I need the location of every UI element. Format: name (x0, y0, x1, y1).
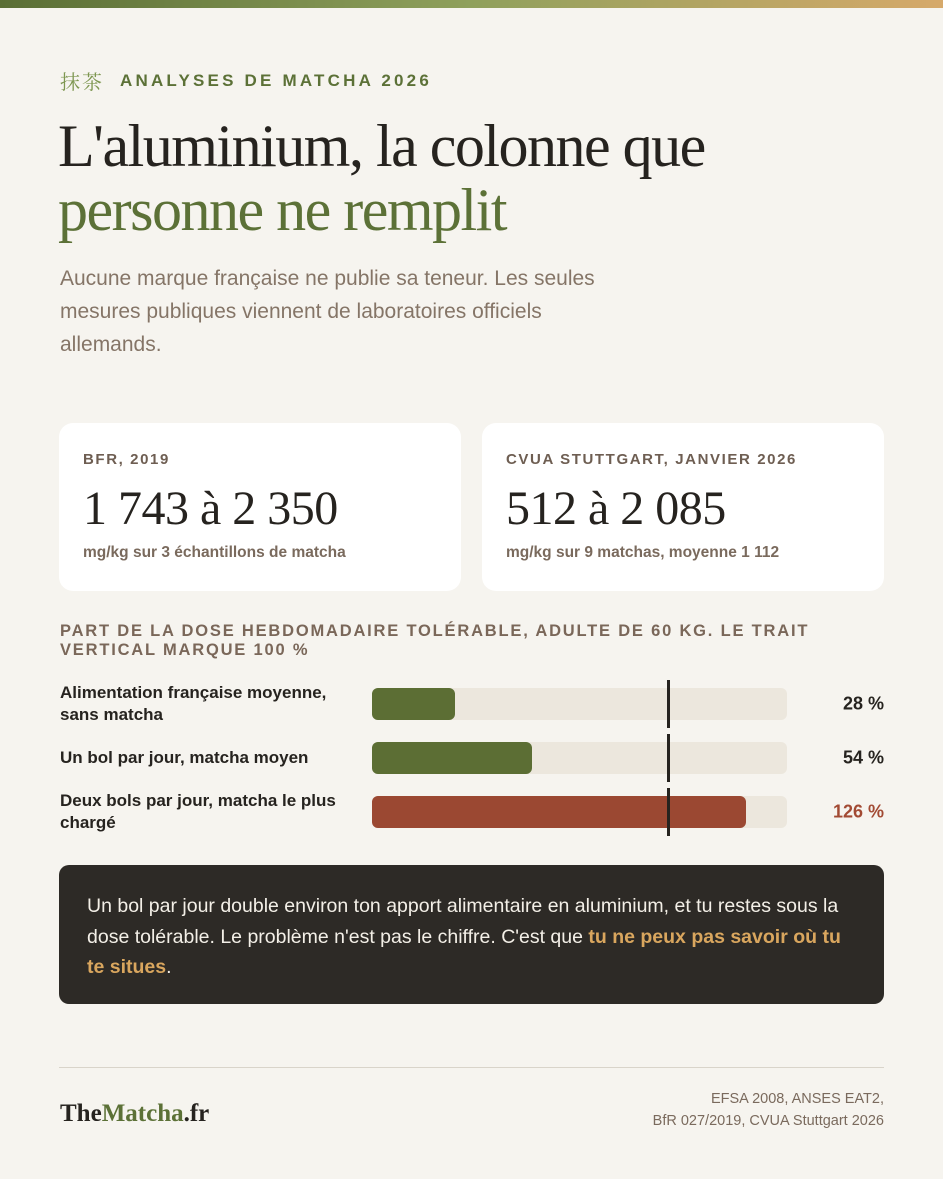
bar-row-two-bowls (60, 787, 884, 837)
page-title (58, 114, 705, 242)
bar-row-one-bowl (60, 733, 884, 783)
bar-track (372, 796, 787, 828)
stat-card-bfr (59, 423, 461, 591)
bar-row-baseline (60, 679, 884, 729)
eyebrow-label: ANALYSES DE MATCHA 2026 (120, 70, 432, 90)
stat-card-cvua (482, 423, 884, 591)
top-accent-bar (0, 0, 943, 8)
bar-track (372, 742, 787, 774)
bar-value: 126 % (832, 801, 884, 822)
footer-divider (59, 1067, 884, 1068)
card-label: BFR, 2019 (83, 451, 170, 468)
card-label: CVUA STUTTGART, JANVIER 2026 (506, 451, 797, 468)
title-line-2: personne ne remplit (58, 177, 507, 243)
bar-track (372, 688, 787, 720)
callout-text-end: . (166, 956, 172, 978)
bar-fill (372, 688, 455, 720)
brand-part-2: Matcha (101, 1100, 184, 1127)
card-note: mg/kg sur 9 matchas, moyenne 1 112 (506, 544, 780, 561)
sources (653, 1088, 884, 1132)
chart-heading: PART DE LA DOSE HEBDOMADAIRE TOLÉRABLE, ADULTE DE 60 KG. LE TRAIT VERTICAL MARQUE 100 % (60, 622, 810, 659)
card-value: 1 743 à 2 350 (83, 482, 338, 535)
brand-logo (60, 1100, 209, 1128)
brand-part-1: The (60, 1100, 102, 1127)
bar-value: 54 % (842, 747, 884, 768)
subtitle: Aucune marque française ne publie sa teneur. Les seules mesures publiques viennent de laboratoires officiels allemands. (60, 267, 595, 356)
reference-line (667, 680, 670, 728)
bar-fill (372, 742, 532, 774)
eyebrow (60, 66, 432, 95)
bar-label: Un bol par jour, matcha moyen (60, 748, 309, 767)
bar-label: Deux bols par jour, matcha le plus chargé (60, 791, 336, 832)
callout-box (59, 865, 884, 1004)
reference-line (667, 734, 670, 782)
sources-line-1: EFSA 2008, ANSES EAT2, (710, 1091, 884, 1107)
bar-label: Alimentation française moyenne, sans matcha (60, 683, 327, 724)
brand-part-3: .fr (183, 1100, 210, 1127)
matcha-kanji: 抹茶 (60, 70, 104, 94)
card-note: mg/kg sur 3 échantillons de matcha (83, 544, 346, 561)
reference-line (667, 788, 670, 836)
bar-fill (372, 796, 746, 828)
card-value: 512 à 2 085 (506, 482, 726, 535)
callout-highlight: tu ne peux pas savoir où tu te situes (87, 925, 841, 978)
bar-value: 28 % (842, 693, 884, 714)
sources-line-2: BfR 027/2019, CVUA Stuttgart 2026 (652, 1113, 884, 1129)
callout-text: Un bol par jour double environ ton apport alimentaire en aluminium, et tu restes sous la dose tolérable. Le problème n'est pas le chiffre. C'est que (87, 895, 839, 948)
title-line-1: L'aluminium, la colonne que (58, 113, 705, 179)
